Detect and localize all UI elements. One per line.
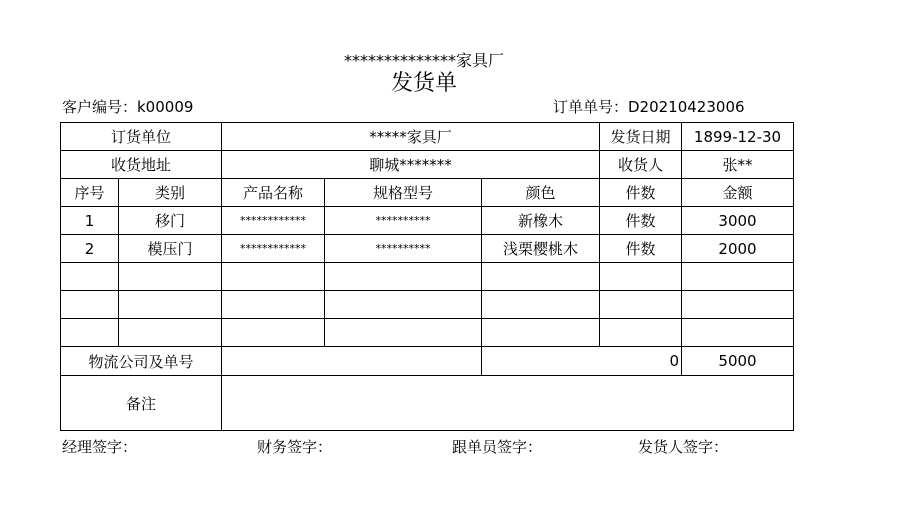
company-name: **************家具厂 (343, 51, 504, 70)
table-row (61, 319, 794, 347)
table-row (61, 207, 794, 235)
column-header: 金额 (682, 179, 794, 207)
logistics-value[interactable] (222, 347, 482, 376)
address-label: 收货地址 (61, 151, 222, 179)
cell-spec[interactable] (325, 291, 482, 319)
cell-category[interactable]: 模压门 (119, 235, 222, 263)
cell-category[interactable] (119, 263, 222, 291)
cell-spec[interactable] (325, 263, 482, 291)
info-row-order-unit (61, 123, 794, 151)
cell-amount[interactable] (682, 319, 794, 347)
cell-count[interactable]: 件数 (600, 235, 682, 263)
ship-date-value[interactable]: 1899-12-30 (682, 123, 794, 151)
cell-category[interactable]: 移门 (119, 207, 222, 235)
delivery-table (60, 122, 794, 431)
cell-amount[interactable]: 2000 (682, 235, 794, 263)
logistics-label: 物流公司及单号 (61, 347, 222, 376)
cell-color[interactable] (482, 291, 600, 319)
cell-color[interactable]: 浅栗樱桃木 (482, 235, 600, 263)
cell-product-name[interactable] (222, 319, 325, 347)
column-header: 颜色 (482, 179, 600, 207)
cell-spec[interactable]: ********** (325, 207, 482, 235)
remarks-value[interactable] (222, 376, 794, 431)
order-number: 订单单号：D20210423006 (553, 98, 745, 116)
table-row (61, 235, 794, 263)
cell-seq[interactable]: 1 (61, 207, 119, 235)
cell-category[interactable] (119, 291, 222, 319)
amount-total[interactable]: 5000 (682, 347, 794, 376)
cell-category[interactable] (119, 319, 222, 347)
cell-seq[interactable] (61, 291, 119, 319)
receiver-label: 收货人 (600, 151, 682, 179)
cell-color[interactable] (482, 319, 600, 347)
remarks-row (61, 376, 794, 431)
count-total[interactable]: 0 (482, 347, 682, 376)
info-row-address (61, 151, 794, 179)
shipper-signature: 发货人签字： (638, 438, 729, 456)
cell-count[interactable] (600, 319, 682, 347)
column-header: 件数 (600, 179, 682, 207)
manager-signature: 经理签字： (62, 438, 138, 456)
cell-count[interactable]: 件数 (600, 207, 682, 235)
document-title: 发货单 (390, 71, 457, 96)
remarks-label: 备注 (61, 376, 222, 431)
finance-signature: 财务签字： (257, 438, 333, 456)
order-unit-label: 订货单位 (61, 123, 222, 151)
cell-amount[interactable] (682, 291, 794, 319)
follower-signature: 跟单员签字： (452, 438, 543, 456)
cell-product-name[interactable]: ************ (222, 235, 325, 263)
cell-product-name[interactable]: ************ (222, 207, 325, 235)
cell-count[interactable] (600, 263, 682, 291)
cell-count[interactable] (600, 291, 682, 319)
cell-product-name[interactable] (222, 291, 325, 319)
cell-seq[interactable] (61, 319, 119, 347)
table-row (61, 291, 794, 319)
ship-date-label: 发货日期 (600, 123, 682, 151)
address-value[interactable]: 聊城******* (222, 151, 600, 179)
cell-spec[interactable] (325, 319, 482, 347)
cell-amount[interactable] (682, 263, 794, 291)
cell-seq[interactable]: 2 (61, 235, 119, 263)
cell-color[interactable]: 新橡木 (482, 207, 600, 235)
cell-seq[interactable] (61, 263, 119, 291)
cell-spec[interactable]: ********** (325, 235, 482, 263)
cell-color[interactable] (482, 263, 600, 291)
column-header: 序号 (61, 179, 119, 207)
customer-number: 客户编号：k00009 (62, 98, 194, 116)
cell-product-name[interactable] (222, 263, 325, 291)
cell-amount[interactable]: 3000 (682, 207, 794, 235)
totals-row (61, 347, 794, 376)
column-header: 规格型号 (325, 179, 482, 207)
column-header-row (61, 179, 794, 207)
receiver-value[interactable]: 张** (682, 151, 794, 179)
column-header: 类别 (119, 179, 222, 207)
order-unit-value[interactable]: *****家具厂 (222, 123, 600, 151)
column-header: 产品名称 (222, 179, 325, 207)
table-row (61, 263, 794, 291)
